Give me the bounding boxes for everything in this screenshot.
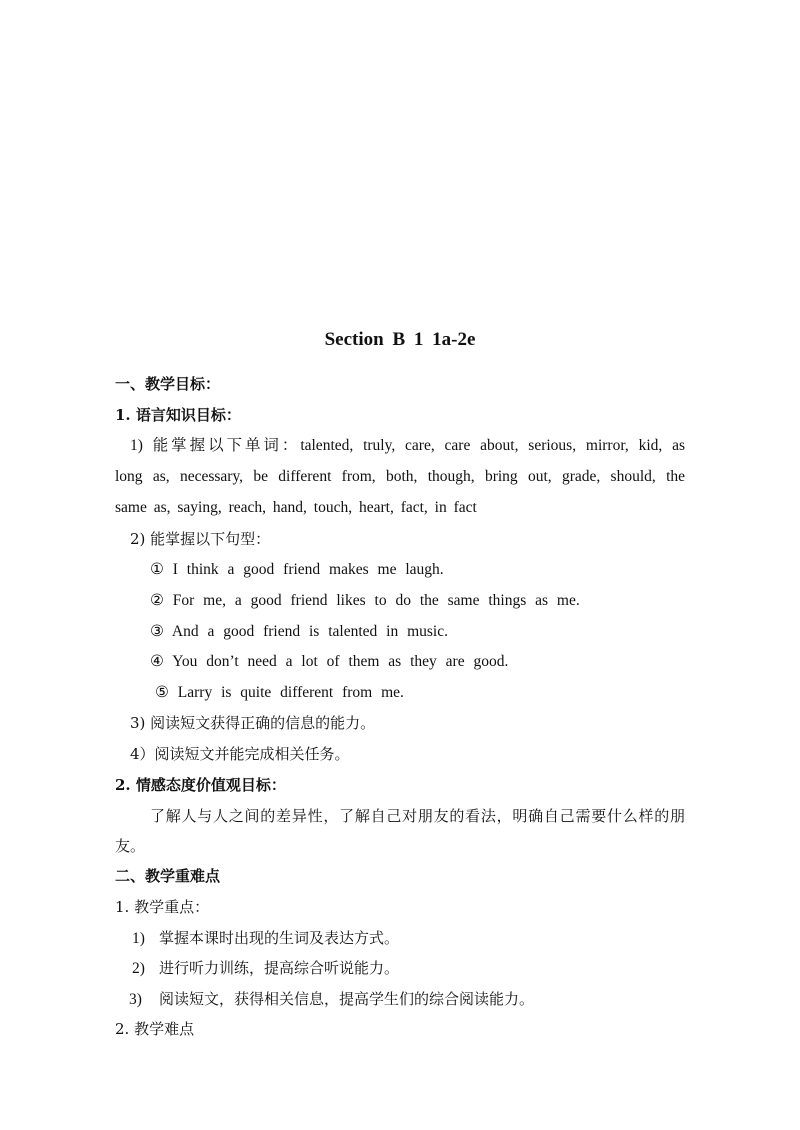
- focus-item-text: 进行听力训练，提高综合听说能力。: [159, 959, 400, 977]
- vocab-line-1: 1) 能掌握以下单词：talented, truly, care, care about, serious, mirror, kid, as: [130, 437, 685, 454]
- subheading-teaching-difficulty: 2. 教学难点: [115, 1020, 195, 1038]
- sentence-pattern-2: ② For me, a good friend likes to do the same things as me.: [150, 592, 580, 609]
- reading-task-item: 4）阅读短文并能完成相关任务。: [130, 745, 350, 763]
- attitude-paragraph-line-2: 友。: [115, 837, 146, 855]
- sentence-pattern-5: ⑤ Larry is quite different from me.: [155, 684, 404, 701]
- focus-item-3: [129, 989, 685, 1010]
- focus-item-index: 3): [129, 991, 142, 1008]
- reading-ability-item: 3) 阅读短文获得正确的信息的能力。: [130, 714, 376, 732]
- sentence-pattern-3: ③ And a good friend is talented in music.: [150, 623, 448, 640]
- focus-item-index: 2): [132, 960, 145, 977]
- section-heading-objectives: 一、教学目标：: [115, 375, 221, 393]
- sentence-pattern-4: ④ You don’t need a lot of them as they are good.: [150, 653, 509, 670]
- focus-item-index: 1): [132, 930, 145, 947]
- focus-item-text: 掌握本课时出现的生词及表达方式。: [159, 929, 400, 947]
- subheading-language-knowledge: 1. 语言知识目标：: [115, 406, 241, 424]
- page-title: Section B 1 1a-2e: [324, 329, 476, 350]
- focus-item-text: 阅读短文，获得相关信息，提高学生们的综合阅读能力。: [159, 990, 535, 1008]
- sentence-pattern-1: ① I think a good friend makes me laugh.: [150, 561, 444, 578]
- attitude-paragraph-line-1: 了解人与人之间的差异性，了解自己对朋友的看法，明确自己需要什么样的朋: [150, 807, 685, 825]
- section-heading-key-points: 二、教学重难点: [115, 867, 221, 885]
- focus-item-2: [132, 958, 685, 979]
- vocab-line-2: long as, necessary, be different from, both, though, bring out, grade, should, the: [115, 468, 685, 485]
- vocab-line-3: same as, saying, reach, hand, touch, heart, fact, in fact: [115, 499, 477, 516]
- focus-item-1: [132, 928, 685, 949]
- subheading-attitude-values: 2. 情感态度价值观目标：: [115, 776, 286, 794]
- sentence-patterns-label: 2) 能掌握以下句型：: [130, 530, 271, 548]
- subheading-teaching-focus: 1. 教学重点：: [115, 898, 210, 916]
